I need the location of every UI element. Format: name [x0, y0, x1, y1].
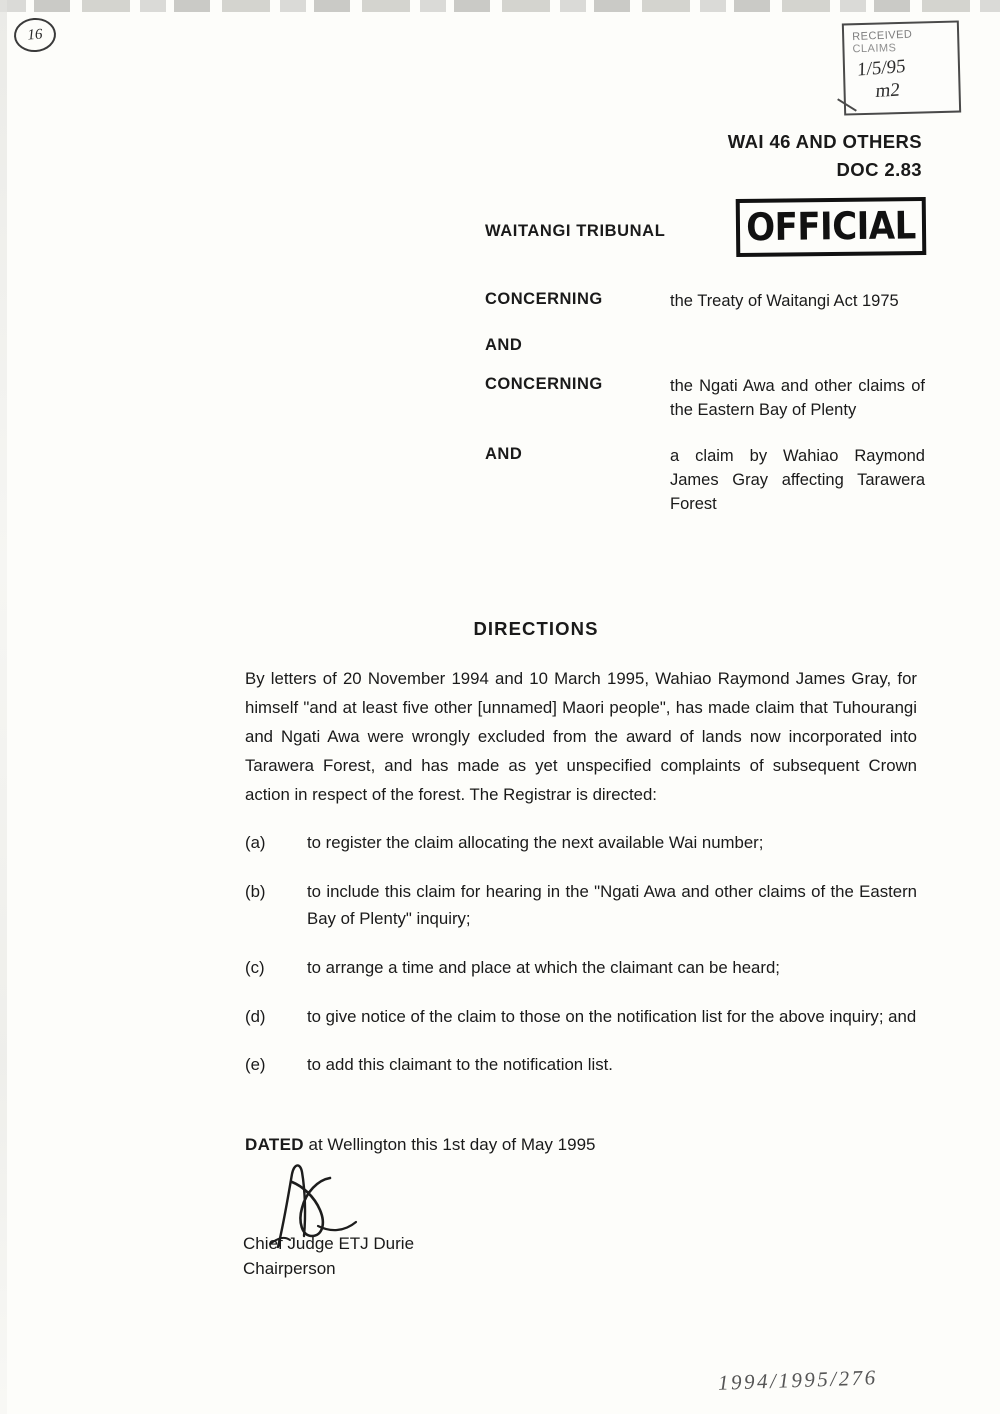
received-stamp-line2: CLAIMS: [852, 42, 897, 56]
clause-text: a claim by Wahiao Raymond James Gray affecting Tarawera Forest: [670, 446, 925, 513]
list-marker: (d): [245, 1006, 266, 1026]
doc-reference: DOC 2.83: [836, 158, 922, 180]
signatory-block: [243, 1232, 414, 1281]
list-text: to arrange a time and place at which the claimant can be heard;: [307, 957, 780, 977]
list-marker: (c): [245, 957, 265, 977]
clause-text: the Ngati Awa and other claims of the Eastern Bay of Plenty: [670, 376, 925, 419]
clause-row: [485, 336, 925, 355]
received-stamp-date: 1/5/95: [856, 55, 906, 81]
signatory-name: Chief Judge ETJ Durie: [243, 1234, 415, 1253]
list-text: to add this claimant to the notification list.: [307, 1055, 613, 1075]
list-item: [245, 1004, 917, 1031]
clause-label: AND: [485, 335, 523, 354]
clause-row: [485, 445, 925, 517]
footer-handwritten-reference: 1994/1995/276: [717, 1365, 879, 1395]
clause-label: AND: [485, 444, 523, 463]
list-text: to include this claim for hearing in the "Ngati Awa and other claims of the Eastern Bay of Plenty" inquiry;: [307, 881, 917, 928]
signatory-role: Chairperson: [243, 1258, 336, 1278]
clause-row: [485, 375, 925, 423]
clause-row: [485, 290, 925, 314]
scan-edge-artifact-left: [0, 0, 7, 1414]
directions-title: DIRECTIONS: [473, 618, 599, 639]
received-stamp-initials: m2: [874, 79, 901, 103]
list-item: [245, 879, 917, 933]
official-stamp-label: OFFICIAL: [745, 203, 917, 251]
scan-edge-artifact-top: [0, 0, 1000, 12]
wai-reference: WAI 46 AND OTHERS: [727, 131, 922, 152]
clause-text: [670, 336, 925, 355]
dated-label: DATED: [245, 1135, 304, 1154]
list-item: [245, 830, 917, 857]
dated-rest: at Wellington this 1st day of May 1995: [303, 1135, 596, 1154]
list-item: [245, 955, 917, 982]
received-stamp: [842, 20, 961, 115]
clause-text: the Treaty of Waitangi Act 1975: [670, 292, 899, 310]
dated-line: [245, 1135, 595, 1155]
clause-label: CONCERNING: [485, 290, 603, 308]
clause-block: [485, 290, 925, 539]
list-item: [245, 1052, 917, 1079]
official-stamp: [736, 197, 927, 257]
list-marker: (a): [245, 833, 266, 852]
list-text: to register the claim allocating the next available Wai number;: [307, 833, 764, 852]
document-reference-header: [728, 128, 922, 184]
clause-label: CONCERNING: [485, 374, 603, 393]
directions-list: [245, 830, 917, 1101]
tribunal-heading: WAITANGI TRIBUNAL: [485, 222, 666, 240]
page-number-annotation: 16: [13, 17, 57, 54]
body-paragraph: By letters of 20 November 1994 and 10 March 1995, Wahiao Raymond James Gray, for himself "and at least five other [unnamed] Maori people", has made claim that Tuhourangi and Ngati Awa were wrongly excluded from the award of lands now incorporated into Tarawera Forest, and has made as yet unspecified complaints of subsequent Crown action in respect of the forest. The Registrar is directed:: [245, 669, 917, 804]
list-text: to give notice of the claim to those on the notification list for the above inquiry; and: [307, 1006, 917, 1026]
received-stamp-line1: RECEIVED: [851, 28, 913, 44]
list-marker: (b): [245, 881, 266, 901]
list-marker: (e): [245, 1055, 266, 1075]
